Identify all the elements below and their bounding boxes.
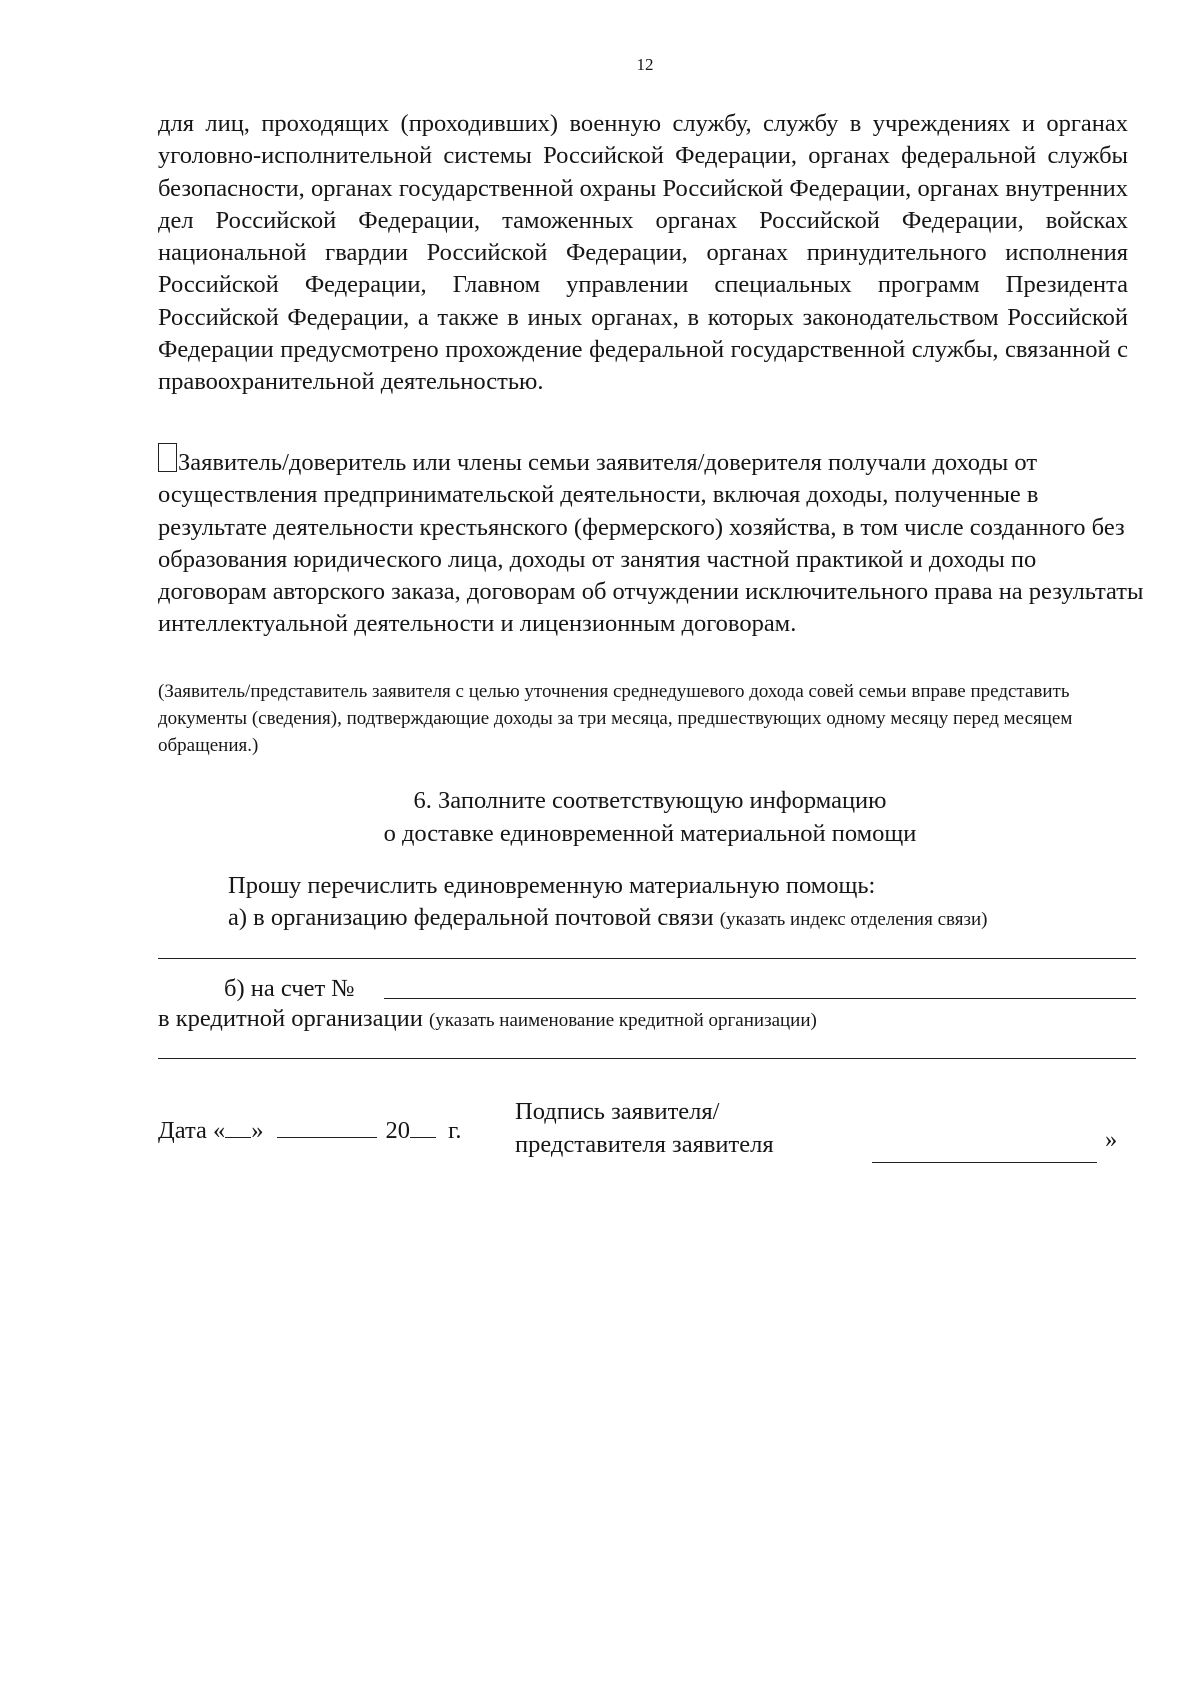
date-prefix: Дата « [158, 1117, 226, 1144]
signature-label [515, 1095, 774, 1161]
signature-label-line1: Подпись заявителя/ [515, 1098, 720, 1125]
closing-quote: » [1105, 1126, 1118, 1153]
income-note: (Заявитель/представитель заявителя с целью уточнения среднедушевого дохода совей семьи вправе представить документы (сведения), подтверждающие доходы за три месяца, предшествующих одному месяцу перед месяцем обращения.) [158, 681, 1073, 756]
account-number-field[interactable] [384, 998, 1136, 999]
option-b-account [224, 975, 355, 1003]
business-income-item [158, 443, 1150, 641]
business-income-text: Заявитель/доверитель или члены семьи заявителя/доверителя получали доходы от осуществления предпринимательской деятельности, включая доходы, полученные в результате деятельности крестьянского (фермерского) хозяйства, в том числе созданного без образования юридического лица, доходы от занятия частной практикой и доходы по договорам авторского заказа, договорам об отчуждении исключительного права на результаты интеллектуальной деятельности и лицензионным договорам. [158, 449, 1144, 638]
section-6-title-line2: о доставке единовременной материальной помощи [383, 820, 917, 847]
date-year-field[interactable] [410, 1119, 436, 1138]
signature-label-line2: представителя заявителя [515, 1131, 774, 1158]
date-suffix: г. [448, 1117, 462, 1144]
date-line [158, 1117, 462, 1145]
postal-index-field[interactable] [158, 958, 1136, 959]
credit-org-label: в кредитной организации [158, 1005, 423, 1032]
credit-organization [158, 1005, 817, 1033]
section-6-heading [300, 784, 1000, 850]
option-b-label: б) на счет № [224, 975, 355, 1002]
intro-paragraph: для лиц, проходящих (проходивших) военную службу, службу в учреждениях и органах уголовно-исполнительной системы Российской Федерации, органах федеральной службы безопасности, органах государственной охраны Российской Федерации, органах внутренних дел Российской Федерации, таможенных органах Российской Федерации, войсках национальной гвардии Российской Федерации, органах принудительного исполнения Российской Федерации, Главном управлении специальных программ Президента Российской Федерации, а также в иных органах, в которых законодательством Российской Федерации предусмотрено прохождение федеральной государственной службы, связанной с правоохранительной деятельностью. [158, 110, 1128, 396]
option-a-postal [228, 904, 987, 932]
date-month-field[interactable] [277, 1119, 377, 1138]
credit-org-name-field[interactable] [158, 1058, 1136, 1059]
date-mid: » [251, 1117, 264, 1144]
business-income-checkbox[interactable] [158, 443, 177, 472]
option-a-label: а) в организацию федеральной почтовой связи [228, 904, 714, 931]
section-6-title-line1: 6. Заполните соответствующую информацию [413, 787, 887, 814]
option-a-hint: (указать индекс отделения связи) [719, 909, 988, 930]
payment-request: Прошу перечислить единовременную материальную помощь: [228, 872, 876, 899]
page-number: 12 [636, 55, 654, 74]
signature-field[interactable] [872, 1162, 1097, 1163]
credit-org-hint: (указать наименование кредитной организации) [428, 1010, 817, 1031]
date-day-field[interactable] [225, 1119, 251, 1138]
date-year-prefix: 20 [385, 1117, 410, 1144]
